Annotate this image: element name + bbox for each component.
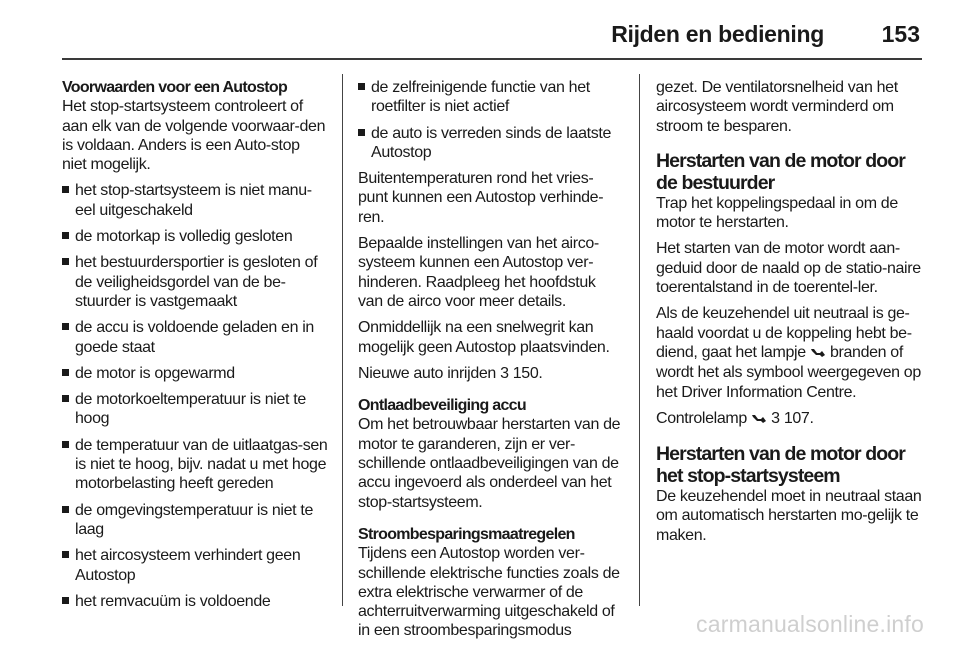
list-item: het aircosysteem verhindert geen Autostop — [62, 546, 328, 585]
list-item: de temperatuur van de uitlaatgas-sen is niet te hoog, bijv. nadat u met hoge motorbelasting heeft gereden — [62, 436, 328, 494]
list-item: de omgevingstemperatuur is niet te laag — [62, 501, 328, 540]
paragraph-text: Als de keuzehendel uit neutraal is ge-haald voordat u de koppeling hebt be-diend, gaat het lampje — [656, 305, 912, 361]
paragraph-reference — [656, 409, 922, 429]
column-divider — [639, 74, 640, 606]
list-item: de zelfreinigende functie van het roetfilter is niet actief — [358, 78, 622, 117]
list-item: het bestuurdersportier is gesloten of de veiligheidsgordel van de be-stuurder is vastgemaakt — [62, 253, 328, 311]
paragraph: Tijdens een Autostop worden ver-schillende elektrische functies zoals de extra elektrische verwarmer of de achterruitverwarming uitgeschakeld of in een stroombesparingsmodus — [358, 545, 620, 640]
page-arrow-icon: 3 — [500, 364, 509, 382]
page-reference-link[interactable]: 107. — [779, 409, 814, 427]
paragraph-with-icon — [656, 304, 922, 401]
column-divider — [342, 74, 343, 606]
column-2 — [358, 78, 622, 648]
paragraph: Het starten van de motor wordt aan-geduid door de naald op de statio-naire toerentalstand in de toerentel-ler. — [656, 240, 921, 297]
list-item: de motor is opgewarmd — [62, 364, 328, 383]
column-1 — [62, 78, 328, 618]
reference-text: Nieuwe auto inrijden — [358, 364, 501, 382]
paragraph: Onmiddellijk na een snelwegrit kan mogelijk geen Autostop plaatsvinden. — [358, 319, 610, 356]
page-reference-link[interactable]: 150. — [508, 364, 543, 382]
paragraph: De keuzehendel moet in neutraal staan om automatisch herstarten mo-gelijk te maken. — [656, 488, 922, 544]
autostop-indicator-icon — [751, 410, 767, 429]
autostop-indicator-icon — [810, 344, 826, 363]
list-item: de motorkap is volledig gesloten — [62, 227, 328, 246]
page-header — [62, 18, 922, 60]
paragraph: gezet. De ventilatorsnelheid van het aircosysteem wordt verminderd om stroom te besparen. — [656, 79, 898, 135]
section-heading-battery-protection: Ontlaadbeveiliging accu — [358, 397, 526, 415]
paragraph: Het stop-startsysteem controleert of aan elk van de volgende voorwaar-den is voldaan. Anders is een Auto-stop niet mogelijk. — [62, 98, 326, 174]
list-item: het stop-startsysteem is niet manu-eel uitgeschakeld — [62, 181, 328, 220]
condition-list — [62, 181, 328, 611]
condition-list-continued — [358, 78, 622, 162]
paragraph-text: branden of wordt het als symbool weergegeven op het Driver Information Centre. — [656, 343, 921, 401]
list-item: het remvacuüm is voldoende — [62, 592, 328, 611]
section-heading-system-restart: Herstarten van de motor door het stop-startsysteem — [656, 443, 905, 488]
paragraph: Buitentemperaturen rond het vries-punt kunnen een Autostop verhinde-ren. — [358, 170, 604, 226]
paragraph-reference — [358, 364, 622, 383]
reference-text: Controlelamp — [656, 409, 752, 427]
list-item: de accu is voldoende geladen en in goede staat — [62, 318, 328, 357]
page-number: 153 — [881, 21, 920, 47]
list-item: de auto is verreden sinds de laatste Autostop — [358, 124, 622, 163]
chapter-title: Rijden en bediening — [611, 21, 824, 47]
paragraph: Om het betrouwbaar herstarten van de motor te garanderen, zijn er ver-schillende ontlaadbeveiligingen van de accu ingevoerd als onderdeel van het stop-startsysteem. — [358, 416, 621, 511]
list-item: de motorkoeltemperatuur is niet te hoog — [62, 390, 328, 429]
paragraph: Bepaalde instellingen van het airco-systeem kunnen een Autostop ver-hinderen. Raadpleeg het hoofdstuk van de airco voor meer details. — [358, 235, 599, 310]
column-3 — [656, 78, 922, 552]
page-arrow-icon: 3 — [771, 409, 780, 427]
section-heading-driver-restart: Herstarten van de motor door de bestuurder — [656, 149, 905, 194]
section-heading-power-saving: Stroombesparingsmaatregelen — [358, 525, 575, 543]
section-heading-autostop-conditions: Voorwaarden voor een Autostop — [62, 79, 288, 96]
watermark: carmanualsonline.info — [696, 611, 924, 637]
paragraph: Trap het koppelingspedaal in om de motor te herstarten. — [656, 194, 898, 232]
